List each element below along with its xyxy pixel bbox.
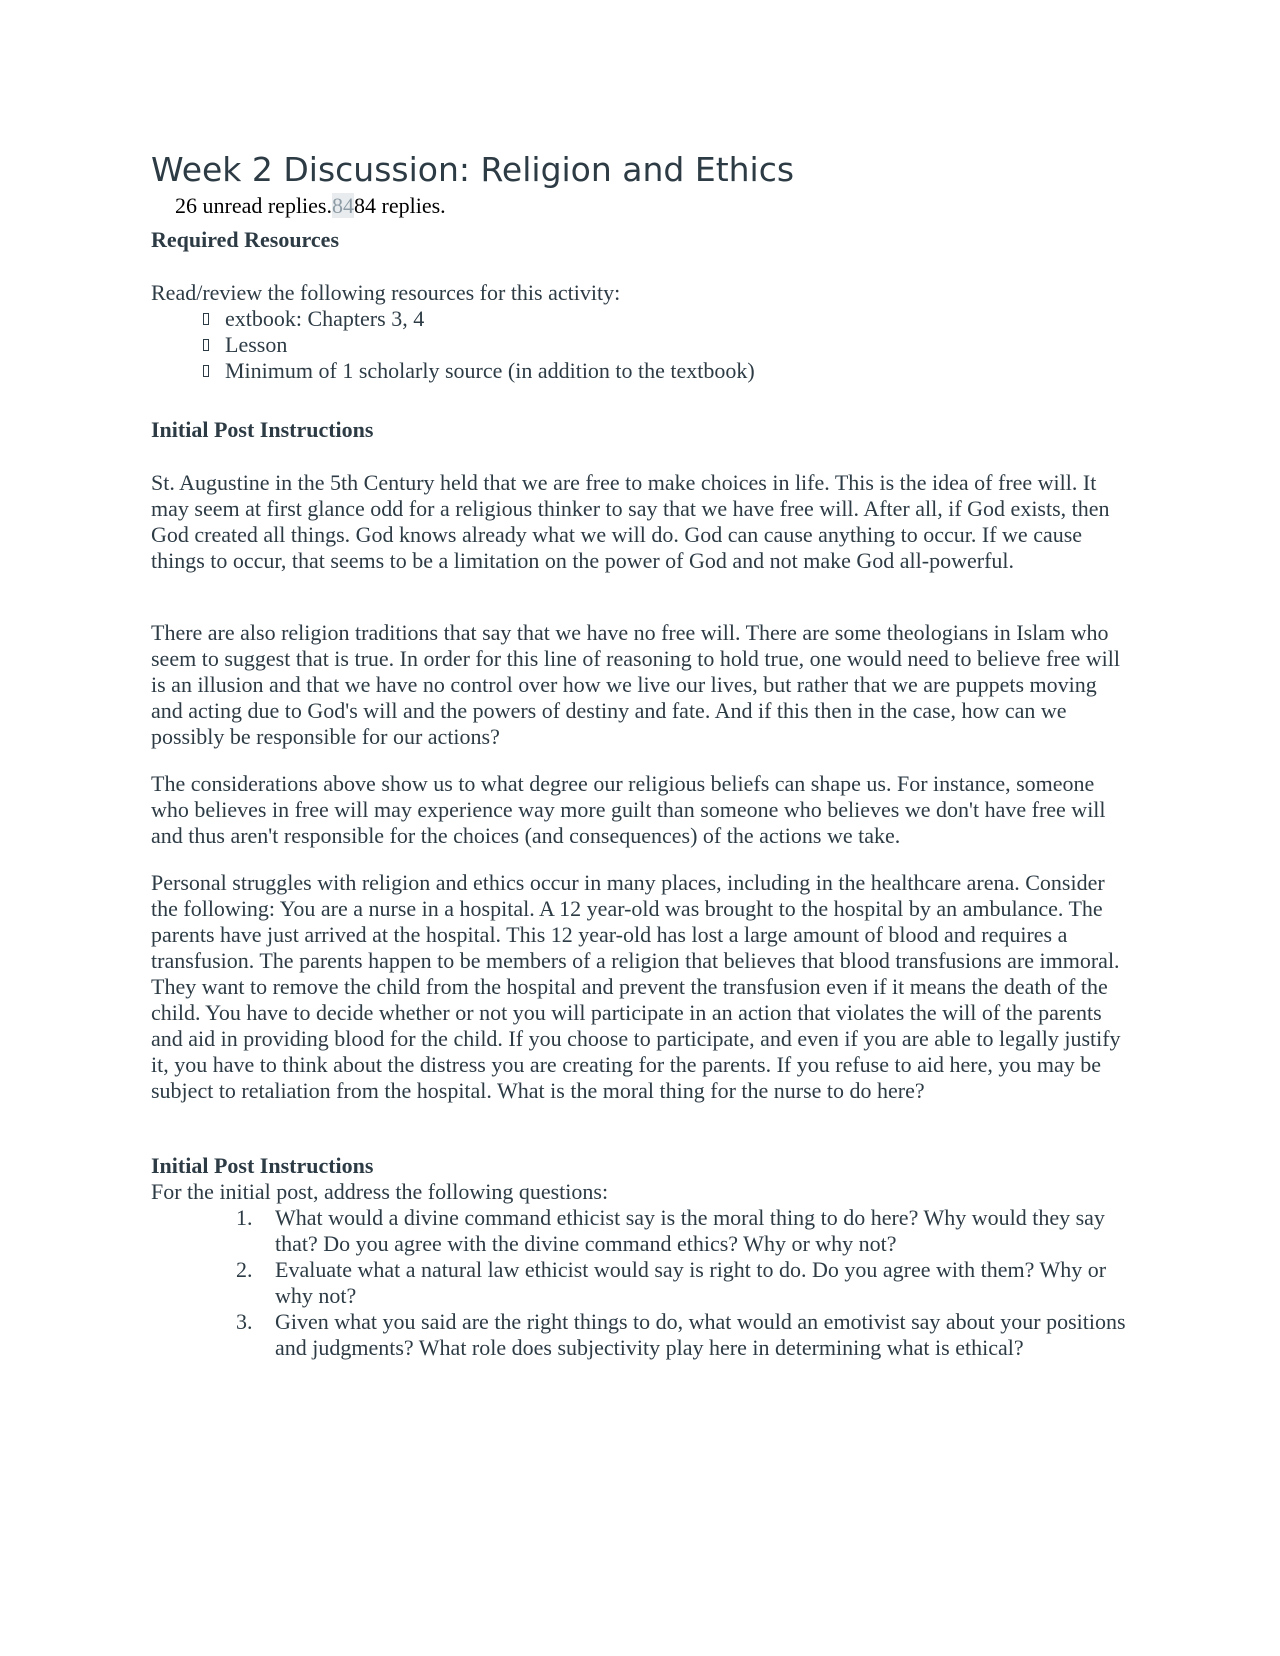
bullet-icon — [203, 365, 209, 377]
bullet-icon — [203, 339, 209, 351]
list-item: Lesson — [151, 332, 1131, 358]
page-title: Week 2 Discussion: Religion and Ethics — [151, 150, 795, 189]
required-resources-heading: Required Resources — [151, 227, 340, 252]
total-replies-text: 84 replies. — [354, 193, 446, 218]
resources-list — [151, 306, 1131, 384]
paragraph-healthcare-scenario: Personal struggles with religion and ethics occur in many places, including in the healthcare arena. Consider the following: You are a nurse in a hospital. A 12 year-old was brought to the hospital by an ambulance. The parents have just arrived at the hospital. This 12 year-old has lost a large amount of blood and requires a transfusion. The parents happen to be members of a religion that believes that blood transfusions are immoral. They want to remove the child from the hospital and prevent the transfusion even if it means the death of the child. You have to decide whether or not you will participate in an action that violates the will of the parents and aid in providing blood for the child. If you choose to participate, and even if you are able to legally justify it, you have to think about the distress you are creating for the parents. If you refuse to aid here, you may be subject to retaliation from the hospital. What is the moral thing for the nurse to do here? — [151, 870, 1121, 1103]
paragraph-augustine: St. Augustine in the 5th Century held that we are free to make choices in life. This is the idea of free will. It may seem at first glance odd for a religious thinker to say that we have free will. After all, if God exists, then God created all things. God knows already what we will do. God can cause anything to occur. If we cause things to occur, that seems to be a limitation on the power of God and not make God all-powerful. — [151, 470, 1110, 573]
resources-intro: Read/review the following resources for this activity: — [151, 280, 621, 305]
instructions-section — [151, 1153, 1131, 1361]
list-item: extbook: Chapters 3, 4 — [151, 306, 1131, 332]
list-item: 1. What would a divine command ethicist say is the moral thing to do here? Why would they say that? Do you agree with the divine command ethics? Why or why not? — [236, 1205, 1105, 1256]
paragraph-no-free-will: There are also religion traditions that say that we have no free will. There are some theologians in Islam who seem to suggest that is true. In order for this line of reasoning to hold true, one would need to believe free will is an illusion and that we have no control over how we live our lives, but rather that we are puppets moving and acting due to God's will and the powers of destiny and fate. And if this then in the case, how can we possibly be responsible for our actions? — [151, 620, 1120, 749]
reply-count — [175, 191, 446, 221]
paragraph-considerations: The considerations above show us to what degree our religious beliefs can shape us. For instance, someone who believes in free will may experience way more guilt than someone who believes we don't have free will and thus aren't responsible for the choices (and consequences) of the actions we take. — [151, 771, 1106, 848]
list-item: 3. Given what you said are the right things to do, what would an emotivist say about your positions and judgments? What role does subjectivity play here in determining what is ethical? — [236, 1309, 1126, 1360]
instructions-intro: For the initial post, address the following questions: — [151, 1179, 609, 1204]
instructions-heading: Initial Post Instructions — [151, 1153, 374, 1178]
initial-post-heading: Initial Post Instructions — [151, 417, 374, 442]
list-item: Minimum of 1 scholarly source (in addition to the textbook) — [151, 358, 1131, 384]
bullet-icon — [203, 313, 209, 325]
questions-list — [151, 1205, 1131, 1361]
required-resources-section — [151, 280, 1131, 384]
list-item: 2. Evaluate what a natural law ethicist would say is right to do. Do you agree with them? Why or why not? — [236, 1257, 1107, 1308]
reply-count-highlight: 84 — [332, 193, 354, 218]
unread-replies-text: 26 unread replies. — [175, 193, 332, 218]
